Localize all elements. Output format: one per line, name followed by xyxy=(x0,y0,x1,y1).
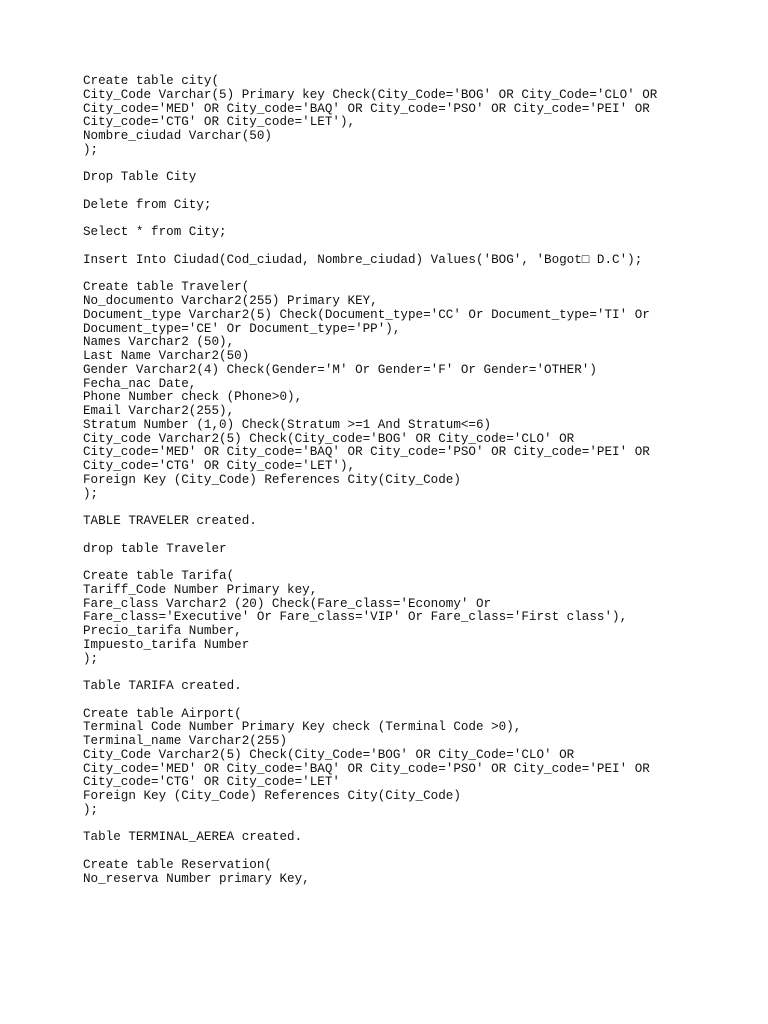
code-line: Insert Into Ciudad(Cod_ciudad, Nombre_ciudad) Values('BOG', 'Bogot□ D.C'); xyxy=(83,252,643,267)
code-line: ); xyxy=(83,142,99,157)
code-block xyxy=(83,226,743,240)
code-line: Delete from City; xyxy=(83,197,212,212)
code-line: Terminal Code Number Primary Key check (Terminal Code >0), xyxy=(83,720,522,735)
code-block xyxy=(83,515,743,529)
code-line: Gender Varchar2(4) Check(Gender='M' Or Gender='F' Or Gender='OTHER') xyxy=(83,362,597,377)
code-line: Fare_class='Executive' Or Fare_class='VIP' Or Fare_class='First class'), xyxy=(83,610,628,625)
code-line: Create table Airport( xyxy=(83,706,242,721)
code-line: ); xyxy=(83,802,99,817)
code-line: City_code='MED' OR City_code='BAQ' OR City_code='PSO' OR City_code='PEI' OR xyxy=(83,445,650,460)
code-block xyxy=(83,570,743,666)
code-line: City_Code Varchar2(5) Check(City_Code='BOG' OR City_Code='CLO' OR xyxy=(83,747,575,762)
code-line: City_code Varchar2(5) Check(City_code='BOG' OR City_code='CLO' OR xyxy=(83,431,575,446)
code-line: drop table Traveler xyxy=(83,541,227,556)
code-line: City_code='CTG' OR City_code='LET'), xyxy=(83,115,356,130)
code-line: Foreign Key (City_Code) References City(City_Code) xyxy=(83,789,461,803)
code-line: Terminal_name Varchar2(255) xyxy=(83,734,288,748)
code-block xyxy=(83,281,743,501)
code-line: Drop Table City xyxy=(83,170,197,185)
document-page xyxy=(83,75,743,900)
code-line: Last Name Varchar2(50) xyxy=(83,349,250,363)
code-line: City_code='MED' OR City_code='BAQ' OR City_code='PSO' OR City_code='PEI' OR xyxy=(83,761,650,776)
code-line: Create table Traveler( xyxy=(83,280,250,295)
code-line: Precio_tarifa Number, xyxy=(83,624,242,638)
code-block xyxy=(83,543,743,557)
code-line: Table TERMINAL_AEREA created. xyxy=(83,830,303,845)
code-block xyxy=(83,254,743,268)
code-line: City_code='MED' OR City_code='BAQ' OR City_code='PSO' OR City_code='PEI' OR xyxy=(83,101,650,116)
code-line: Nombre_ciudad Varchar(50) xyxy=(83,129,272,143)
code-line: City_Code Varchar(5) Primary key Check(City_Code='BOG' OR City_Code='CLO' OR xyxy=(83,87,658,102)
code-line: Impuesto_tarifa Number xyxy=(83,637,250,652)
code-block xyxy=(83,199,743,213)
code-block xyxy=(83,831,743,845)
code-line: City_code='CTG' OR City_code='LET'), xyxy=(83,459,356,473)
code-line: Email Varchar2(255), xyxy=(83,404,235,418)
code-line: Fecha_nac Date, xyxy=(83,376,197,391)
code-line: Create table Tarifa( xyxy=(83,569,235,583)
code-line: Document_type='CE' Or Document_type='PP'), xyxy=(83,321,401,336)
code-line: No_documento Varchar2(255) Primary KEY, xyxy=(83,294,378,308)
code-block xyxy=(83,859,743,887)
code-line: Select * from City; xyxy=(83,225,227,240)
code-line: Table TARIFA created. xyxy=(83,679,242,693)
code-block xyxy=(83,171,743,185)
code-block xyxy=(83,708,743,818)
code-line: Foreign Key (City_Code) References City(City_Code) xyxy=(83,472,461,487)
code-line: Stratum Number (1,0) Check(Stratum >=1 And Stratum<=6) xyxy=(83,417,492,432)
code-line: Document_type Varchar2(5) Check(Document_type='CC' Or Document_type='TI' Or xyxy=(83,307,650,322)
code-line: TABLE TRAVELER created. xyxy=(83,514,257,528)
code-line: No_reserva Number primary Key, xyxy=(83,871,310,886)
code-line: ); xyxy=(83,651,99,666)
code-block xyxy=(83,680,743,694)
code-line: Fare_class Varchar2 (20) Check(Fare_class='Economy' Or xyxy=(83,596,492,611)
code-block xyxy=(83,75,743,158)
code-line: Create table city( xyxy=(83,74,220,88)
code-line: Tariff_Code Number Primary key, xyxy=(83,582,318,597)
code-line: Names Varchar2 (50), xyxy=(83,335,235,350)
code-line: ); xyxy=(83,486,99,501)
code-line: City_code='CTG' OR City_code='LET' xyxy=(83,775,340,790)
code-line: Phone Number check (Phone>0), xyxy=(83,390,303,405)
code-line: Create table Reservation( xyxy=(83,857,272,872)
